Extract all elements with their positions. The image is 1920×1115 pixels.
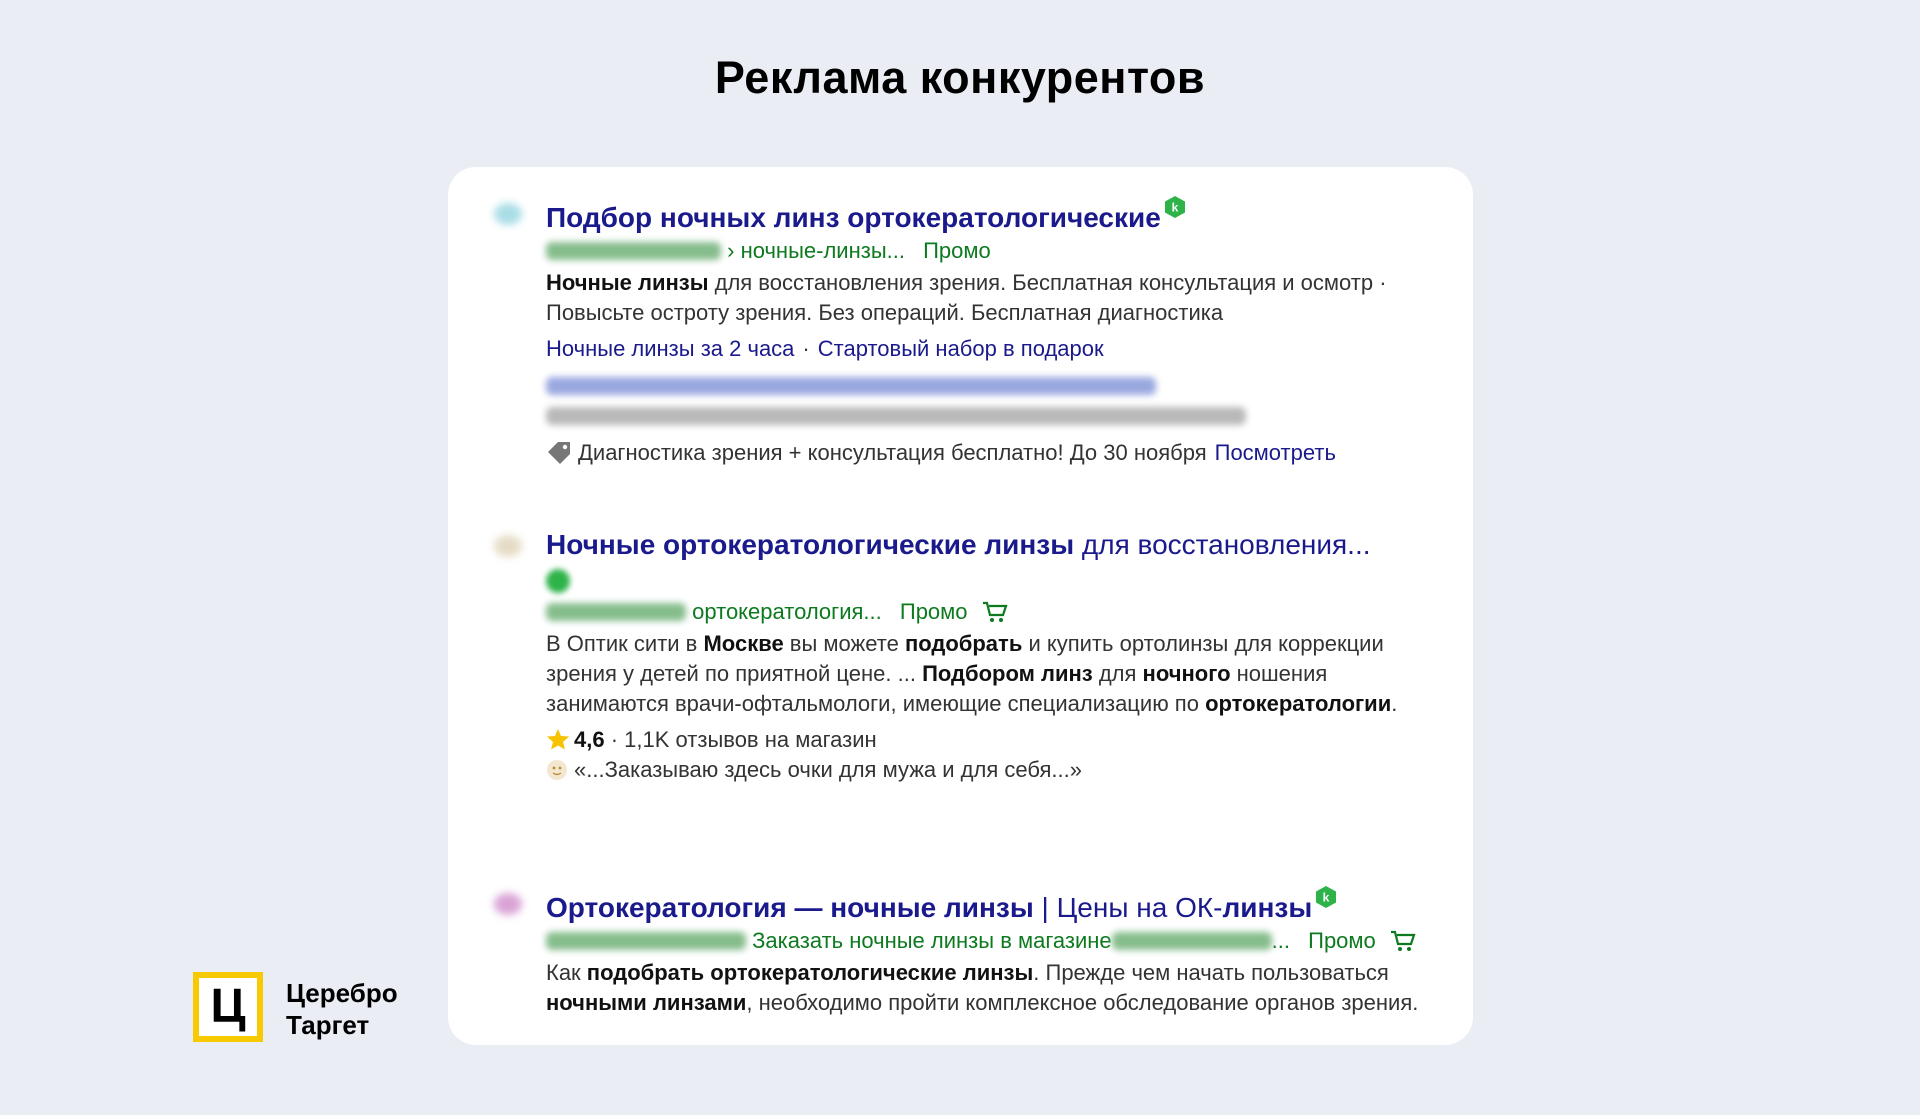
- ad-url-row[interactable]: [546, 597, 1451, 627]
- description-text: , необходимо пройти комплексное обследование органов зрения.: [746, 990, 1419, 1015]
- blurred-domain: [546, 932, 746, 950]
- description-bold: Ночные линзы: [546, 270, 709, 295]
- tag-icon: [546, 440, 572, 464]
- verified-badge-row: [546, 563, 1451, 597]
- shop-rating: [546, 725, 1451, 755]
- review-snippet: [546, 755, 1451, 785]
- page-title: Реклама конкурентов: [714, 52, 1206, 103]
- ad-result-3: [546, 885, 1451, 1018]
- svg-text:k: k: [1322, 890, 1330, 905]
- blurred-address-info: [546, 407, 1246, 425]
- blurred-shop-name: [1112, 932, 1272, 950]
- logo-letter: Ц: [210, 980, 246, 1033]
- url-ellipsis: ...: [1271, 928, 1290, 953]
- description-bold: ортокератологии: [1205, 691, 1392, 716]
- brand-line-2: Таргет: [286, 1010, 370, 1040]
- description-bold: подобрать ортокератологические линзы: [586, 960, 1034, 985]
- description-text: для: [1092, 661, 1143, 686]
- description-text: Как: [546, 960, 587, 985]
- ad-description: [546, 268, 1451, 328]
- rating-text[interactable]: · 1,1K отзывов на магазин: [610, 727, 877, 752]
- description-bold: ночными линзами: [546, 990, 747, 1015]
- sitelink-2[interactable]: Стартовый набор в подарок: [817, 336, 1104, 361]
- ad-url-row[interactable]: [546, 926, 1451, 956]
- ad-title-link[interactable]: [546, 195, 1451, 236]
- ad-title-text: Ортокератология — ночные линзы: [546, 892, 1034, 923]
- favicon-icon: [494, 535, 522, 557]
- url-breadcrumb: ортокератология...: [692, 599, 882, 624]
- ad-url-row[interactable]: [546, 236, 1451, 266]
- description-bold: ночного: [1142, 661, 1231, 686]
- description-text: и купить ортолинзы для коррекции зрения у детей по приятной цене. ...: [546, 631, 1384, 686]
- description-text: ношения занимаются врачи-офтальмологи, имеющие специализацию по: [546, 661, 1328, 716]
- blurred-contacts-line-1: [546, 374, 1451, 404]
- cart-icon: [1390, 930, 1416, 952]
- ad-title-text: Подбор ночных линз ортокератологические: [546, 202, 1161, 233]
- url-breadcrumb: Заказать ночные линзы в магазине: [752, 928, 1112, 953]
- ad-title-link[interactable]: [546, 885, 1451, 926]
- special-offer: [546, 438, 1451, 468]
- offer-view-link[interactable]: Посмотреть: [1214, 440, 1336, 465]
- blurred-domain: [546, 603, 686, 621]
- ad-result-1: [546, 195, 1451, 468]
- ad-title-rest: для восстановления...: [1074, 529, 1371, 560]
- ad-title-text-2: линзы: [1222, 892, 1313, 923]
- star-icon: [546, 728, 570, 750]
- ad-title-rest: | Цены на ОК-: [1033, 892, 1223, 923]
- description-bold: Подбором линз: [922, 661, 1093, 686]
- description-text: . Прежде чем начать пользоваться: [1033, 960, 1389, 985]
- sitelinks: [546, 334, 1451, 364]
- ad-description: [546, 958, 1451, 1018]
- ad-title-link[interactable]: [546, 527, 1451, 563]
- blurred-contacts-line-2: [546, 404, 1451, 434]
- favicon-icon: [494, 203, 522, 225]
- k-badge-icon: [1314, 885, 1338, 909]
- url-breadcrumb: › ночные-линзы...: [727, 238, 905, 263]
- promo-label: Промо: [923, 238, 991, 263]
- description-text: вы можете: [783, 631, 905, 656]
- blurred-contact-info: [546, 377, 1156, 395]
- cart-icon: [982, 601, 1008, 623]
- promo-label: Промо: [1308, 928, 1376, 953]
- description-text: В Оптик сити в: [546, 631, 704, 656]
- blurred-domain: [546, 242, 721, 260]
- search-results-card: [448, 167, 1473, 1045]
- favicon-icon: [494, 893, 522, 915]
- brand-logo: [193, 972, 263, 1042]
- brand-name: [286, 977, 398, 1041]
- sitelink-separator: ·: [802, 336, 810, 361]
- blurred-badge-icon: [546, 569, 570, 593]
- description-bold: Москве: [703, 631, 784, 656]
- reviewer-avatar-icon: [546, 759, 568, 781]
- svg-text:k: k: [1171, 200, 1179, 215]
- promo-label: Промо: [899, 599, 968, 624]
- offer-text: Диагностика зрения + консультация бесплатно! До 30 ноября: [578, 440, 1207, 465]
- description-text: .: [1391, 691, 1398, 716]
- sitelink-1[interactable]: Ночные линзы за 2 часа: [546, 336, 795, 361]
- ad-result-2: [546, 527, 1451, 785]
- ad-title-text: Ночные ортокератологические линзы: [546, 529, 1075, 560]
- description-text: для восстановления зрения. Бесплатная консультация и осмотр · Повысьте остроту зрения. Без операций. Бесплатная диагностика: [546, 270, 1387, 325]
- k-badge-icon: [1163, 195, 1187, 219]
- brand-line-1: Церебро: [286, 978, 398, 1008]
- review-text: «...Заказываю здесь очки для мужа и для себя...»: [574, 757, 1082, 782]
- rating-value: 4,6: [574, 727, 605, 752]
- description-bold: подобрать: [904, 631, 1023, 656]
- ad-description: [546, 629, 1451, 719]
